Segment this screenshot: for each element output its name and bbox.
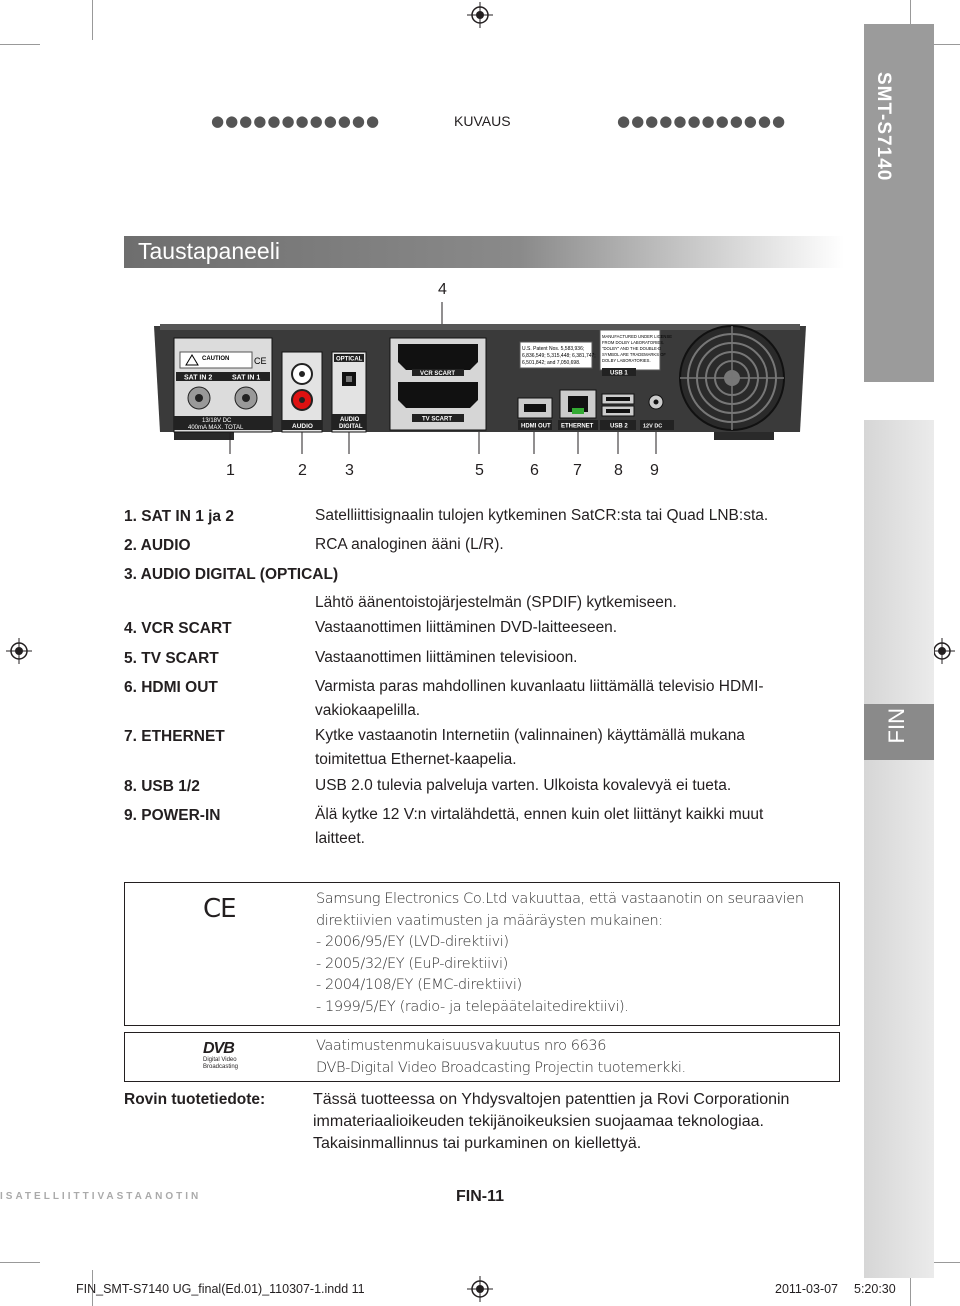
rovi-label: Rovin tuotetiedote: — [124, 1091, 266, 1108]
dvb-notice-line: Vaatimustenmukaisuusvakuutus nro 6636 — [316, 1038, 607, 1054]
dvb-logo-icon — [203, 1041, 238, 1071]
audio-label: AUDIO — [292, 423, 313, 430]
list-item-term: 2. AUDIO — [124, 537, 191, 554]
list-item-term: 6. HDMI OUT — [124, 679, 218, 696]
dolby-line-1: MANUFACTURED UNDER LICENSE — [602, 334, 673, 339]
power-label: 12V DC — [643, 423, 663, 430]
ce-logo-icon: CE — [203, 894, 236, 924]
print-date: 2011-03-07 — [775, 1282, 839, 1296]
callout-number: 9 — [650, 462, 659, 479]
list-item-desc: Satelliittisignaalin tulojen kytkeminen SatCR:sta tai Quad LNB:sta. — [315, 507, 769, 524]
caution-label: CAUTION — [202, 356, 230, 362]
usb-1-label: USB 1 — [610, 370, 628, 377]
list-item-desc: Vastaanottimen liittäminen televisioon. — [315, 649, 578, 666]
list-item-desc: Varmista paras mahdollinen kuvanlaatu liittämällä televisio HDMI-vakiokaapelilla. — [315, 678, 764, 719]
tv-scart-label: TV SCART — [422, 416, 452, 423]
ce-notice-line: - 2006/95/EY (LVD-direktiivi) — [316, 934, 509, 950]
optical-label: OPTICAL — [336, 356, 363, 363]
crop-mark — [92, 0, 93, 40]
list-item-term: 5. TV SCART — [124, 650, 219, 667]
list-item-desc: USB 2.0 tulevia palveluja varten. Ulkoista kovalevyä ei tueta. — [315, 777, 732, 794]
crop-mark — [0, 44, 40, 45]
list-item-term: 4. VCR SCART — [124, 620, 232, 637]
language-tab-label: FIN — [884, 708, 909, 744]
dc-max-label: 400mA MAX. TOTAL — [188, 425, 244, 431]
callout-number: 5 — [475, 462, 484, 479]
hdmi-out-label: HDMI OUT — [521, 423, 551, 430]
section-header: KUVAUS — [454, 113, 511, 129]
header-dots-right: ●●●●●●●●●●●● — [617, 112, 787, 130]
rovi-line: immateriaalioikeuden tekijänoikeuksien suojaamaa teknologiaa. — [313, 1113, 764, 1130]
dvb-logo-sub: Digital Video — [203, 1057, 237, 1063]
registration-mark-icon — [6, 638, 32, 664]
usb-2-label: USB 2 — [610, 423, 628, 430]
audio-digital-label-2: DIGITAL — [339, 424, 363, 430]
ce-notice-line: - 1999/5/EY (radio- ja telepäätelaitedirektiivi). — [316, 998, 629, 1015]
ce-notice-text — [316, 889, 804, 1018]
print-time: 5:20:30 — [854, 1282, 896, 1296]
sat-in-2-label: SAT IN 2 — [184, 374, 213, 382]
ce-notice-line: Samsung Electronics Co.Ltd vakuuttaa, että vastaanotin on seuraavien — [316, 891, 804, 907]
footer-product-text: ISATELLIITTIVASTAANOTIN — [0, 1191, 202, 1202]
list-item-term: 3. AUDIO DIGITAL (OPTICAL) — [124, 566, 339, 583]
callout-number-top: 4 — [438, 281, 447, 298]
callout-number: 6 — [530, 462, 539, 479]
ce-notice-line: - 2005/32/EY (EuP-direktiivi) — [316, 955, 508, 972]
list-item-term: 1. SAT IN 1 ja 2 — [124, 508, 234, 525]
ce-notice-line: - 2004/108/EY (EMC-direktiivi) — [316, 977, 522, 993]
language-tab — [864, 704, 934, 760]
back-panel-illustration — [154, 302, 806, 454]
dolby-line-4: SYMBOL ARE TRADEMARKS OF — [602, 352, 666, 357]
callout-number: 3 — [345, 462, 354, 479]
list-item-desc: RCA analoginen ääni (L/R). — [315, 536, 504, 553]
registration-mark-icon — [467, 2, 493, 28]
dolby-line-5: DOLBY LABORATORIES. — [602, 358, 651, 363]
ce-notice-line: direktiivien vaatimusten ja määräysten mukainen: — [316, 912, 663, 929]
dvb-logo-sub: Broadcasting — [203, 1064, 239, 1070]
patent-line-2: 6,836,549; 5,315,448; 6,381,747; — [522, 353, 596, 359]
sidebar-band — [864, 420, 934, 1278]
print-file-name: FIN_SMT-S7140 UG_final(Ed.01)_110307-1.indd 11 — [76, 1282, 365, 1296]
callout-number: 2 — [298, 462, 307, 479]
ethernet-label: ETHERNET — [561, 423, 594, 430]
sat-in-1-label: SAT IN 1 — [232, 374, 261, 382]
dvb-logo-text: DVB — [203, 1040, 234, 1057]
list-item-desc: Älä kytke 12 V:n virtalähdettä, ennen kuin olet liittänyt kaikki muut laitteet. — [315, 806, 764, 847]
header-dots-left: ●●●●●●●●●●●● — [211, 112, 381, 130]
vcr-scart-label: VCR SCART — [420, 371, 456, 377]
patent-line-1: U.S. Patent Nos. 5,583,936; — [522, 346, 585, 352]
page-title: Taustapaneeli — [138, 238, 280, 264]
list-item-term: 9. POWER-IN — [124, 807, 221, 824]
rovi-line: Tässä tuotteessa on Yhdysvaltojen patenttien ja Rovi Corporationin — [313, 1091, 790, 1108]
panel-ce-mark: CE — [254, 356, 267, 366]
list-item-desc: Kytke vastaanotin Internetiin (valinnainen) käyttämällä mukana toimitettua Ethernet-kaapelia. — [315, 727, 745, 768]
page-title-bar — [124, 236, 844, 268]
callout-number: 7 — [573, 462, 582, 479]
list-item-term: 8. USB 1/2 — [124, 778, 200, 795]
callout-number: 8 — [614, 462, 623, 479]
rovi-line: Takaisinmallinnus tai purkaminen on kiellettyä. — [313, 1135, 642, 1152]
callout-number: 1 — [226, 462, 235, 479]
list-item-term: 7. ETHERNET — [124, 728, 225, 745]
crop-mark — [0, 1262, 40, 1263]
dvb-notice-line: DVB-Digital Video Broadcasting Projectin tuotemerkki. — [316, 1059, 686, 1076]
dc-label: 13/18V DC — [202, 418, 232, 424]
model-name: SMT-S7140 — [873, 72, 894, 182]
registration-mark-icon — [467, 1276, 493, 1302]
list-item-desc: Vastaanottimen liittäminen DVD-laitteeseen. — [315, 619, 618, 636]
list-item-desc: Lähtö äänentoistojärjestelmän (SPDIF) kytkemiseen. — [315, 594, 677, 611]
rovi-text — [313, 1089, 833, 1155]
dvb-notice-text — [316, 1036, 686, 1079]
patent-line-3: 6,501,842; and 7,050,698. — [522, 360, 581, 366]
page-number: FIN-11 — [456, 1188, 505, 1205]
dolby-line-3: "DOLBY" AND THE DOUBLE-D — [602, 346, 662, 351]
audio-digital-label-1: AUDIO — [340, 417, 360, 423]
dolby-line-2: FROM DOLBY LABORATORIES. — [602, 340, 665, 345]
